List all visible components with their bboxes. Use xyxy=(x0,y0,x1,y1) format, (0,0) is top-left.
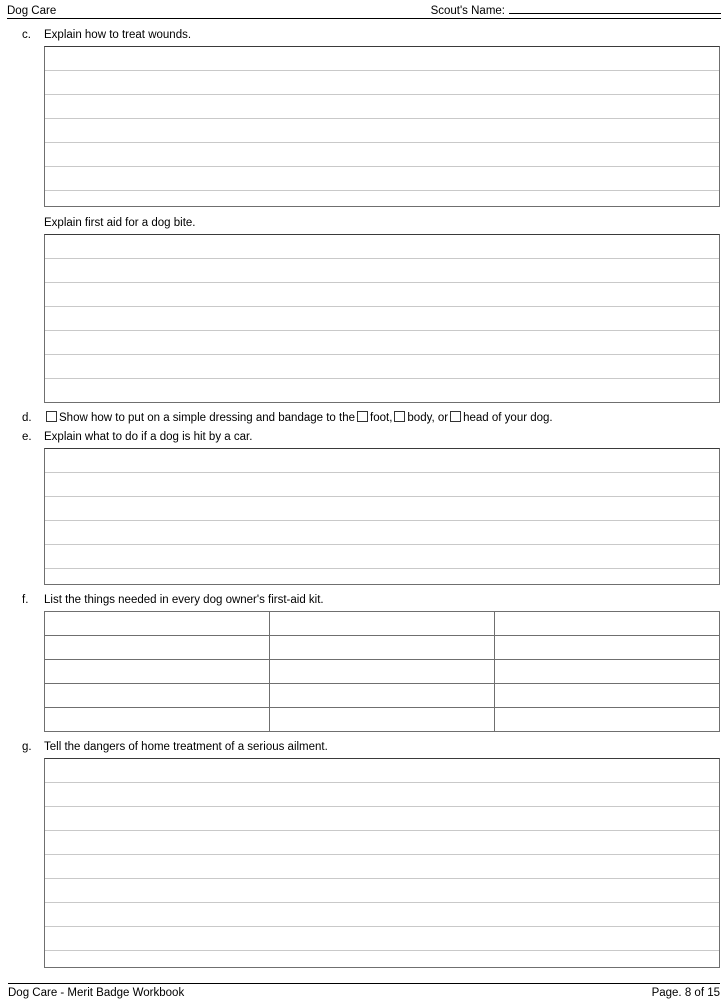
item-c-sub-answer-box[interactable] xyxy=(44,234,720,403)
answer-line[interactable] xyxy=(45,569,719,593)
page-footer xyxy=(8,983,720,999)
checkbox-foot[interactable] xyxy=(357,411,368,422)
scout-name-input[interactable] xyxy=(509,2,721,14)
table-cell[interactable] xyxy=(270,684,495,708)
item-c xyxy=(8,28,720,403)
item-d-text xyxy=(44,411,720,425)
item-f-letter: f. xyxy=(22,594,29,606)
item-g xyxy=(8,740,720,968)
answer-line[interactable] xyxy=(45,545,719,569)
answer-line[interactable] xyxy=(45,927,719,951)
page-header xyxy=(7,0,721,19)
table-cell[interactable] xyxy=(45,612,270,636)
answer-line[interactable] xyxy=(45,191,719,215)
footer-left-text: Dog Care - Merit Badge Workbook xyxy=(8,987,185,999)
answer-line[interactable] xyxy=(45,143,719,167)
item-d-text-part3: body, or xyxy=(407,412,449,424)
table-cell[interactable] xyxy=(495,612,720,636)
answer-line[interactable] xyxy=(45,259,719,283)
table-row[interactable] xyxy=(45,612,720,636)
answer-line[interactable] xyxy=(45,521,719,545)
answer-line[interactable] xyxy=(45,497,719,521)
answer-line[interactable] xyxy=(45,879,719,903)
table-cell[interactable] xyxy=(495,636,720,660)
answer-line[interactable] xyxy=(45,951,719,975)
item-g-letter: g. xyxy=(22,741,32,753)
table-cell[interactable] xyxy=(495,708,720,732)
table-row[interactable] xyxy=(45,684,720,708)
table-cell[interactable] xyxy=(495,684,720,708)
item-d-text-part1: Show how to put on a simple dressing and bandage to the xyxy=(59,412,356,424)
table-row[interactable] xyxy=(45,636,720,660)
table-cell[interactable] xyxy=(270,660,495,684)
table-cell[interactable] xyxy=(45,708,270,732)
item-c-sub-text: Explain first aid for a dog bite. xyxy=(44,217,196,229)
answer-line[interactable] xyxy=(45,807,719,831)
item-c-text: Explain how to treat wounds. xyxy=(44,29,192,41)
checkbox-head[interactable] xyxy=(450,411,461,422)
header-doc-title: Dog Care xyxy=(7,5,57,17)
answer-line[interactable] xyxy=(45,759,719,783)
answer-line[interactable] xyxy=(45,331,719,355)
table-cell[interactable] xyxy=(45,660,270,684)
footer-page-number: Page. 8 of 15 xyxy=(651,987,720,999)
table-cell[interactable] xyxy=(495,660,720,684)
checkbox-show-dressing[interactable] xyxy=(46,411,57,422)
answer-line[interactable] xyxy=(45,119,719,143)
table-cell[interactable] xyxy=(270,612,495,636)
item-f-text: List the things needed in every dog owner's first-aid kit. xyxy=(44,594,324,606)
answer-line[interactable] xyxy=(45,379,719,403)
item-e-text: Explain what to do if a dog is hit by a car. xyxy=(44,431,253,443)
answer-line[interactable] xyxy=(45,831,719,855)
answer-line[interactable] xyxy=(45,355,719,379)
answer-line[interactable] xyxy=(45,167,719,191)
item-g-text: Tell the dangers of home treatment of a serious ailment. xyxy=(44,741,328,753)
item-d-text-part2: foot, xyxy=(370,412,393,424)
scout-name-field xyxy=(431,2,721,17)
item-e-answer-box[interactable] xyxy=(44,448,720,585)
item-c-letter: c. xyxy=(22,29,31,41)
item-d xyxy=(8,411,720,425)
answer-line[interactable] xyxy=(45,855,719,879)
table-cell[interactable] xyxy=(45,636,270,660)
table-row[interactable] xyxy=(45,708,720,732)
answer-line[interactable] xyxy=(45,473,719,497)
item-f xyxy=(8,593,720,732)
answer-line[interactable] xyxy=(45,95,719,119)
answer-line[interactable] xyxy=(45,307,719,331)
answer-line[interactable] xyxy=(45,783,719,807)
answer-line[interactable] xyxy=(45,449,719,473)
item-e xyxy=(8,430,720,585)
answer-line[interactable] xyxy=(45,71,719,95)
item-c-answer-box[interactable] xyxy=(44,46,720,207)
item-d-letter: d. xyxy=(22,412,32,424)
table-cell[interactable] xyxy=(270,636,495,660)
answer-line[interactable] xyxy=(45,283,719,307)
answer-line[interactable] xyxy=(45,235,719,259)
item-d-text-part4: head of your dog. xyxy=(463,412,553,424)
answer-line[interactable] xyxy=(45,903,719,927)
first-aid-kit-table[interactable] xyxy=(44,611,720,732)
table-cell[interactable] xyxy=(270,708,495,732)
scout-name-label: Scout's Name: xyxy=(430,5,505,17)
table-row[interactable] xyxy=(45,660,720,684)
item-g-answer-box[interactable] xyxy=(44,758,720,968)
item-e-letter: e. xyxy=(22,431,32,443)
table-cell[interactable] xyxy=(45,684,270,708)
answer-line[interactable] xyxy=(45,47,719,71)
checkbox-body[interactable] xyxy=(394,411,405,422)
